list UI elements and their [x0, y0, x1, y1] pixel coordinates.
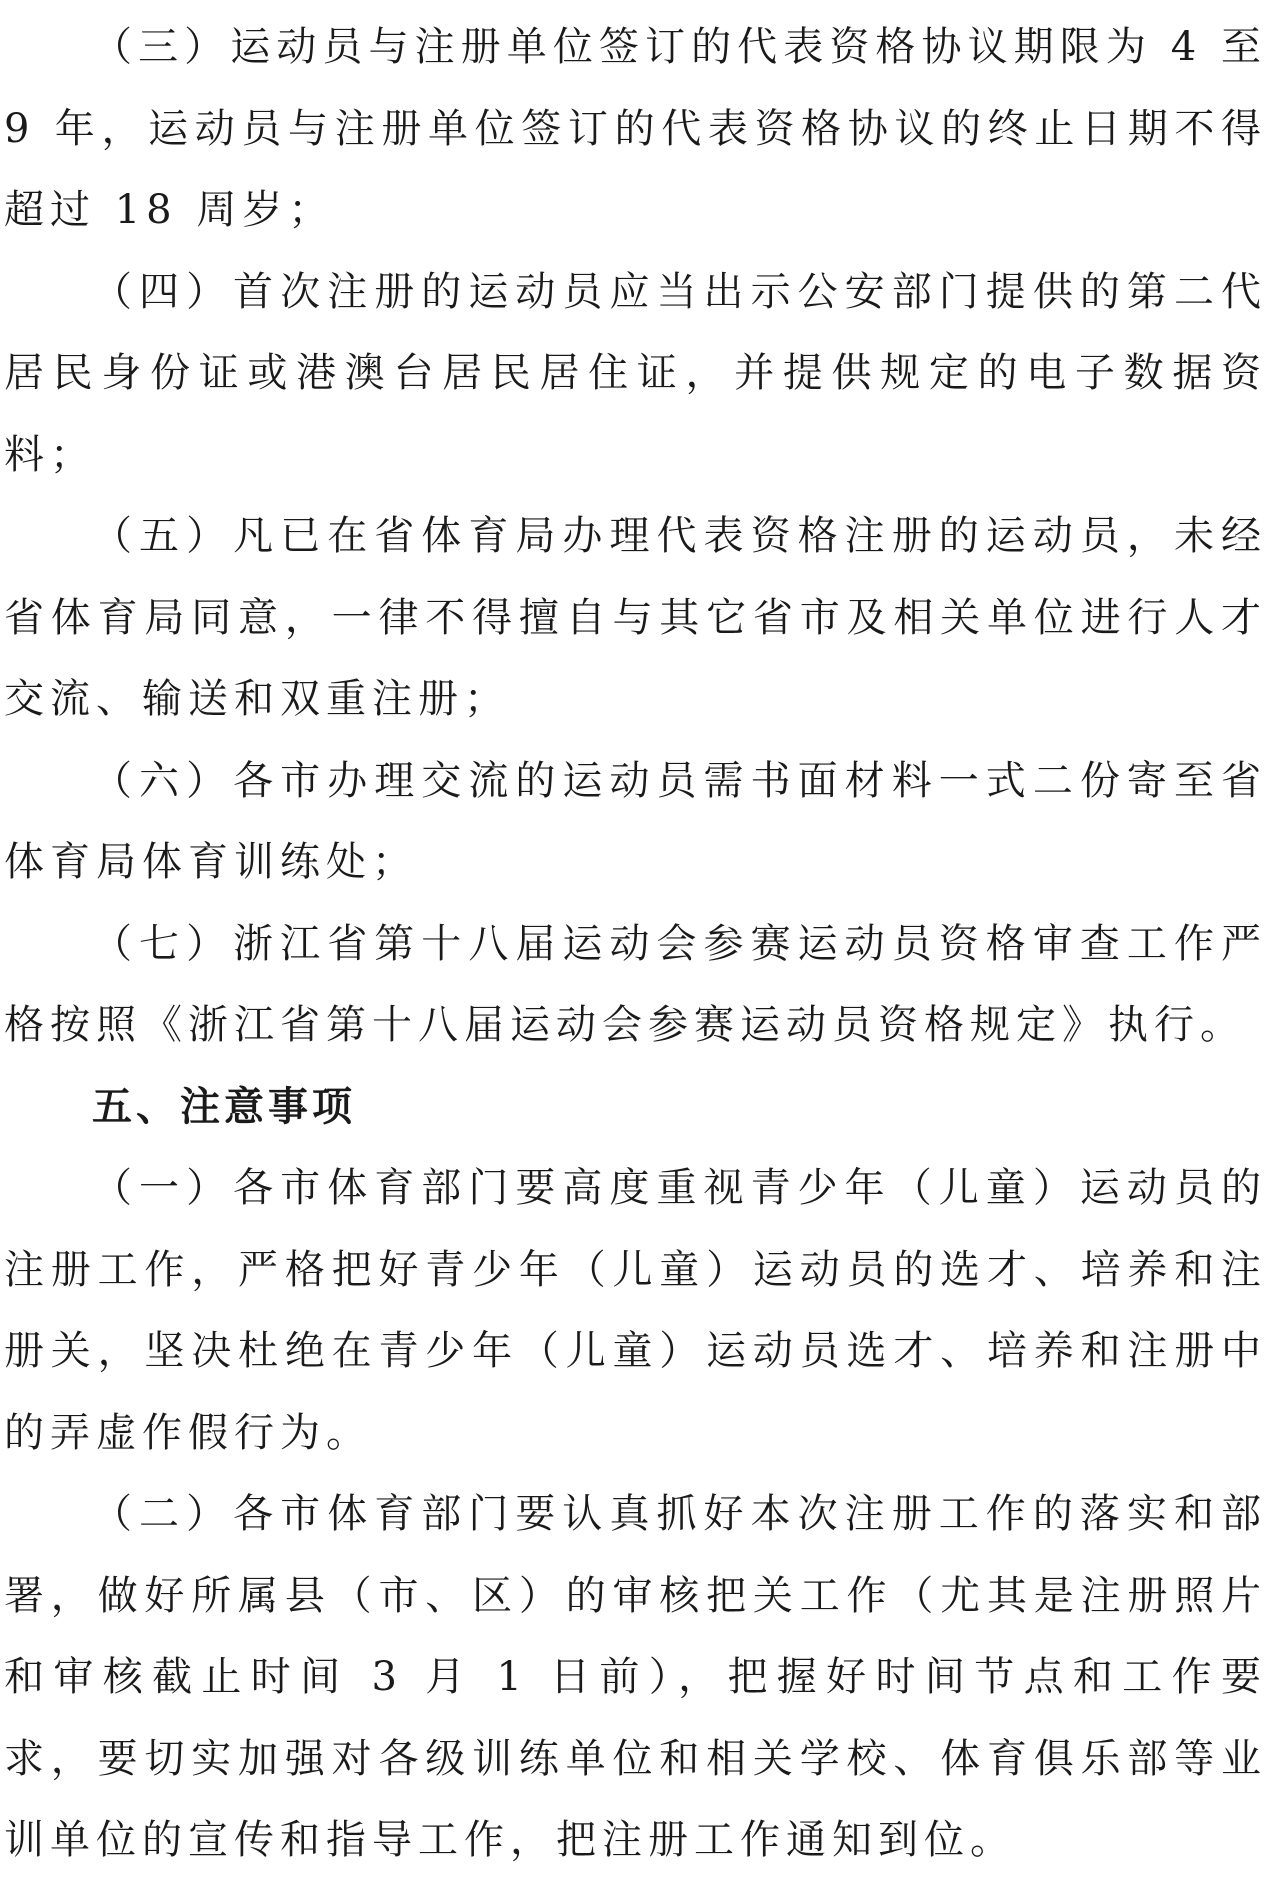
paragraph-notice-1: （一）各市体育部门要高度重视青少年（儿童）运动员的注册工作，严格把好青少年（儿童）运动员的选才、培养和注册关，坚决杜绝在青少年（儿童）运动员选才、培养和注册中的弄虚作假行为。: [4, 1165, 1267, 1456]
paragraph-clause-6: （六）各市办理交流的运动员需书面材料一式二份寄至省体育局体育训练处；: [4, 757, 1267, 885]
paragraph-clause-7: （七）浙江省第十八届运动会参赛运动员资格审查工作严格按照《浙江省第十八届运动会参赛运动员资格规定》执行。: [4, 920, 1267, 1048]
paragraph-clause-5: （五）凡已在省体育局办理代表资格注册的运动员，未经省体育局同意，一律不得擅自与其它省市及相关单位进行人才交流、输送和双重注册；: [4, 513, 1267, 722]
paragraph-clause-3: （三）运动员与注册单位签订的代表资格协议期限为 4 至 9 年，运动员与注册单位签订的代表资格协议的终止日期不得超过 18 周岁；: [4, 24, 1267, 233]
paragraph-clause-4: （四）首次注册的运动员应当出示公安部门提供的第二代居民身份证或港澳台居民居住证，并提供规定的电子数据资料；: [4, 268, 1267, 478]
paragraph-notice-2: （二）各市体育部门要认真抓好本次注册工作的落实和部署，做好所属县（市、区）的审核把关工作（尤其是注册照片和审核截止时间 3 月 1 日前），把握好时间节点和工作要求，要切实加强对各级训练单位和相关学校、体育俱乐部等业训单位的宣传和指导工作，把注册工作通知到位。: [4, 1491, 1267, 1863]
section-heading: 五、注意事项: [92, 1083, 356, 1130]
